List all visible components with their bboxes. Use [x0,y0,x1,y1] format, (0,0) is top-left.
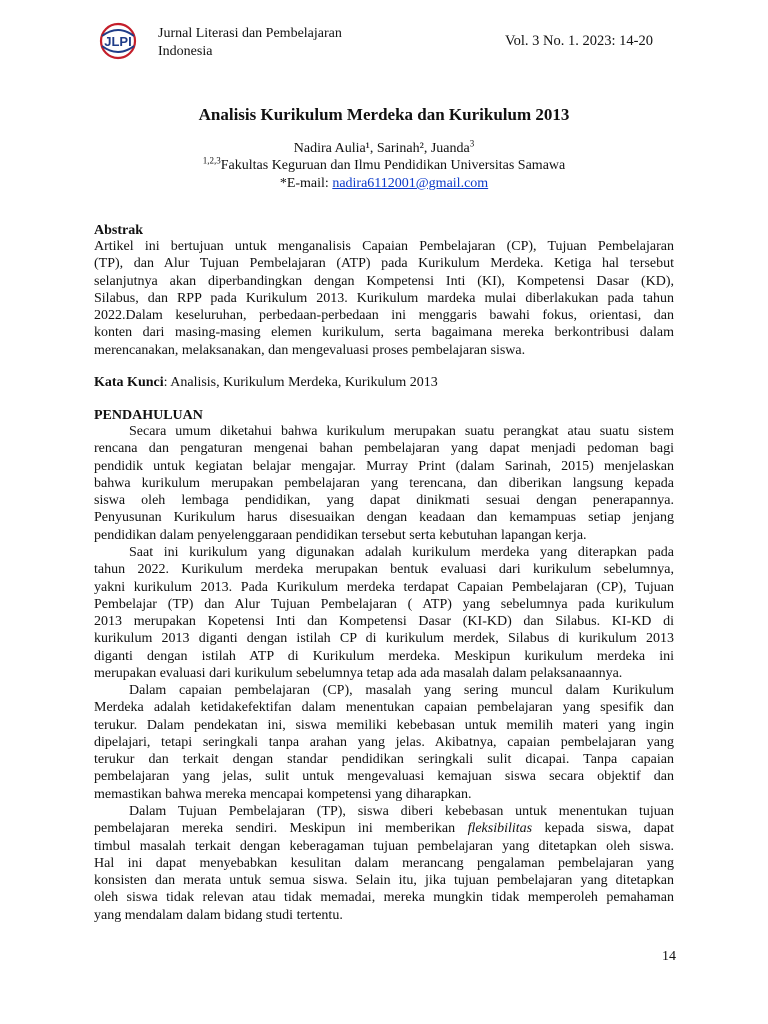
paragraph-line: tahun 2022. Kurikulum merdeka merupakan bentuk evaluasi dari kurikulum sebelumnya, [94,562,674,578]
text-run: pembelajaran mereka sendiri. Meskipun ini memberikan [94,821,468,837]
email-line [94,175,674,193]
journal-name [158,25,388,61]
affiliation-superscript: 1,2,3 [202,155,221,166]
affiliation [94,157,674,175]
page-number: 14 [662,949,676,964]
intro-paragraph-2 [94,544,674,682]
abstract-line: 2022.Dalam keseluruhan, perbedaan-perbedaan ini menggaris bawahi fokus, orientasi, dan [94,308,674,324]
paragraph-line: pendidikan dalam penyelenggaraan pendidikan tersebut serta kebutuhan lapangan kerja. [94,527,587,543]
authors [94,140,674,158]
paragraph-line: 2013 merupakan Kopetensi Inti dan Kompetensi Dasar (KI-KD) dan Silabus. KI-KD di [94,614,674,630]
keywords [94,374,438,391]
paragraph-line: Merdeka adalah ketidakefektifan dalam menentukan capaian pembelajaran yang spesifik dan [94,700,674,716]
paragraph-line: Dalam capaian pembelajaran (CP), masalah yang sering muncul dalam Kurikulum [129,683,674,698]
paragraph-line: Pembelajar (TP) dan Alur Tujuan Pembelajaran ( ATP) yang sebelumnya pada kurikulum [94,596,674,612]
intro-paragraph-3 [94,682,674,803]
abstract-line: konten dari masing-masing elemen kurikulum, serta bagaimana mereka berkontribusi dalam [94,325,674,341]
keywords-label: Kata Kunci [94,375,164,390]
paragraph-line: pendidik untuk kegiatan belajar mengajar. Murray Print (dalam Sarinah, 2015) menjelaskan [94,458,674,474]
abstract-line: Artikel ini bertujuan untuk menganalisis Capaian Pembelajaran (CP), Tujuan Pembelajaran [94,239,674,254]
email-label: *E-mail: [279,176,333,191]
paragraph-line: konsisten dan merata untuk semua siswa. Selain itu, jika tujuan pembelajaran yang ditetapkan [94,873,674,889]
paragraph-line: pembelajaran yang jelas, sulit untuk mengevaluasi kemajuan siswa secara objektif dan [94,769,674,785]
text-run: kepada siswa, dapat [532,821,674,837]
abstract-line: Silabus, dan RPP pada Kurikulum 2013. Kurikulum mardeka mulai diberlakukan pada tahun [94,290,674,306]
paragraph-line: yakni kurikulum 2013. Pada Kurikulum merdeka terdapat Capaian Pembelajaran (CP), Tujuan [94,579,674,595]
paragraph-line: Saat ini kurikulum yang digunakan adalah kurikulum merdeka yang diterapkan pada [129,545,674,560]
journal-logo [96,22,140,60]
paragraph-line: diganti dengan istilah ATP di Kurikulum merdeka. Meskipun kurikulum merdeka ini [94,648,674,664]
paper-title: Analisis Kurikulum Merdeka dan Kurikulum 2013 [198,105,570,124]
paragraph-line: merupakan evaluasi dari kurikulum sebelumnya tetap ada ada masalah dalam pelaksanaannya. [94,666,623,682]
paragraph-line: memastikan bahwa mereka mencapai kompetensi yang diharapkan. [94,786,472,802]
abstract-line: merencanakan, melaksanakan, dan mengevaluasi proses pembelajaran siswa. [94,342,526,358]
paragraph-line: bahwa kurikulum merupakan pembelajaran yang terencana, dan diberikan langsung kepada [94,475,674,491]
paragraph-line: kurikulum 2013 diganti dengan istilah CP di kurikulum merdek, Silabus di kurikulum 2013 [94,631,674,647]
paragraph-line: terukur. Dalam pendekatan ini, siswa memiliki kebebasan untuk memilih materi yang ingin [94,717,674,733]
journal-name-line2: Indonesia [158,44,213,59]
emphasis-term: fleksibilitas [467,821,533,837]
volume-info: Vol. 3 No. 1. 2023: 14-20 [505,33,653,49]
intro-paragraph-4 [94,803,674,924]
logo-text: JLPI [104,34,132,49]
abstract-body [94,238,674,359]
journal-name-line1: Jurnal Literasi dan Pembelajaran [158,26,342,41]
paragraph-line [94,820,674,837]
paragraph-line: Penyusunan Kurikulum harus disesuaikan dengan keadaan dan kemampuas setiap jenjang [94,510,674,526]
author-names: Nadira Aulia¹, Sarinah², Juanda [293,141,470,156]
abstract-heading: Abstrak [94,223,144,238]
paragraph-line: dipelajari, tetapi seringkali tanpa arahan yang jelas. Akibatnya, capaian pembelajaran yang [94,734,674,750]
section-heading-pendahuluan: PENDAHULUAN [94,408,203,423]
paragraph-line: terukur dan terkait dengan standar pendidikan seringkali sulit dicapai. Tanpa capaian [94,752,674,768]
paragraph-line: siswa oleh lembaga pendidikan, yang dapat dinikmati sesuai dengan penerapannya. [94,493,674,509]
author-superscript: 3 [469,138,475,149]
paragraph-line: Hal ini dapat menyebabkan kesulitan dalam merancang pengalaman pembelajaran yang [94,855,674,871]
paragraph-line: rencana dan pengaturan mengenai bahan pembelajaran yang dapat menjadi pedoman bagi [94,441,674,457]
paragraph-line: Secara umum diketahui bahwa kurikulum merupakan suatu perangkat atau suatu sistem [129,424,674,439]
keywords-value: : Analisis, Kurikulum Merdeka, Kurikulum 2013 [163,375,438,390]
intro-paragraph-1 [94,423,674,544]
paragraph-line: oleh siswa tidak relevan atau tidak memadai, mereka mungkin tidak memperoleh pemahaman [94,890,674,906]
email-link[interactable]: nadira6112001@gmail.com [332,176,489,191]
abstract-line: (TP), dan Alur Tujuan Pembelajaran (ATP) pada Kurikulum Merdeka. Ketiga hal tersebut [94,256,674,272]
paragraph-line: timbul masalah terkait dengan keberagaman tujuan pembelajaran yang ditetapkan oleh siswa. [94,838,674,854]
paragraph-line: yang mendalam dalam bidang studi tertentu. [94,907,343,923]
affiliation-text: Fakultas Keguruan dan Ilmu Pendidikan Universitas Samawa [220,158,566,173]
abstract-line: selanjutnya akan diperbandingkan dengan Kompetensi Inti (KI), Kompetensi Dasar (KD), [94,273,674,289]
paragraph-line: Dalam Tujuan Pembelajaran (TP), siswa diberi kebebasan untuk menentukan tujuan [129,804,674,819]
